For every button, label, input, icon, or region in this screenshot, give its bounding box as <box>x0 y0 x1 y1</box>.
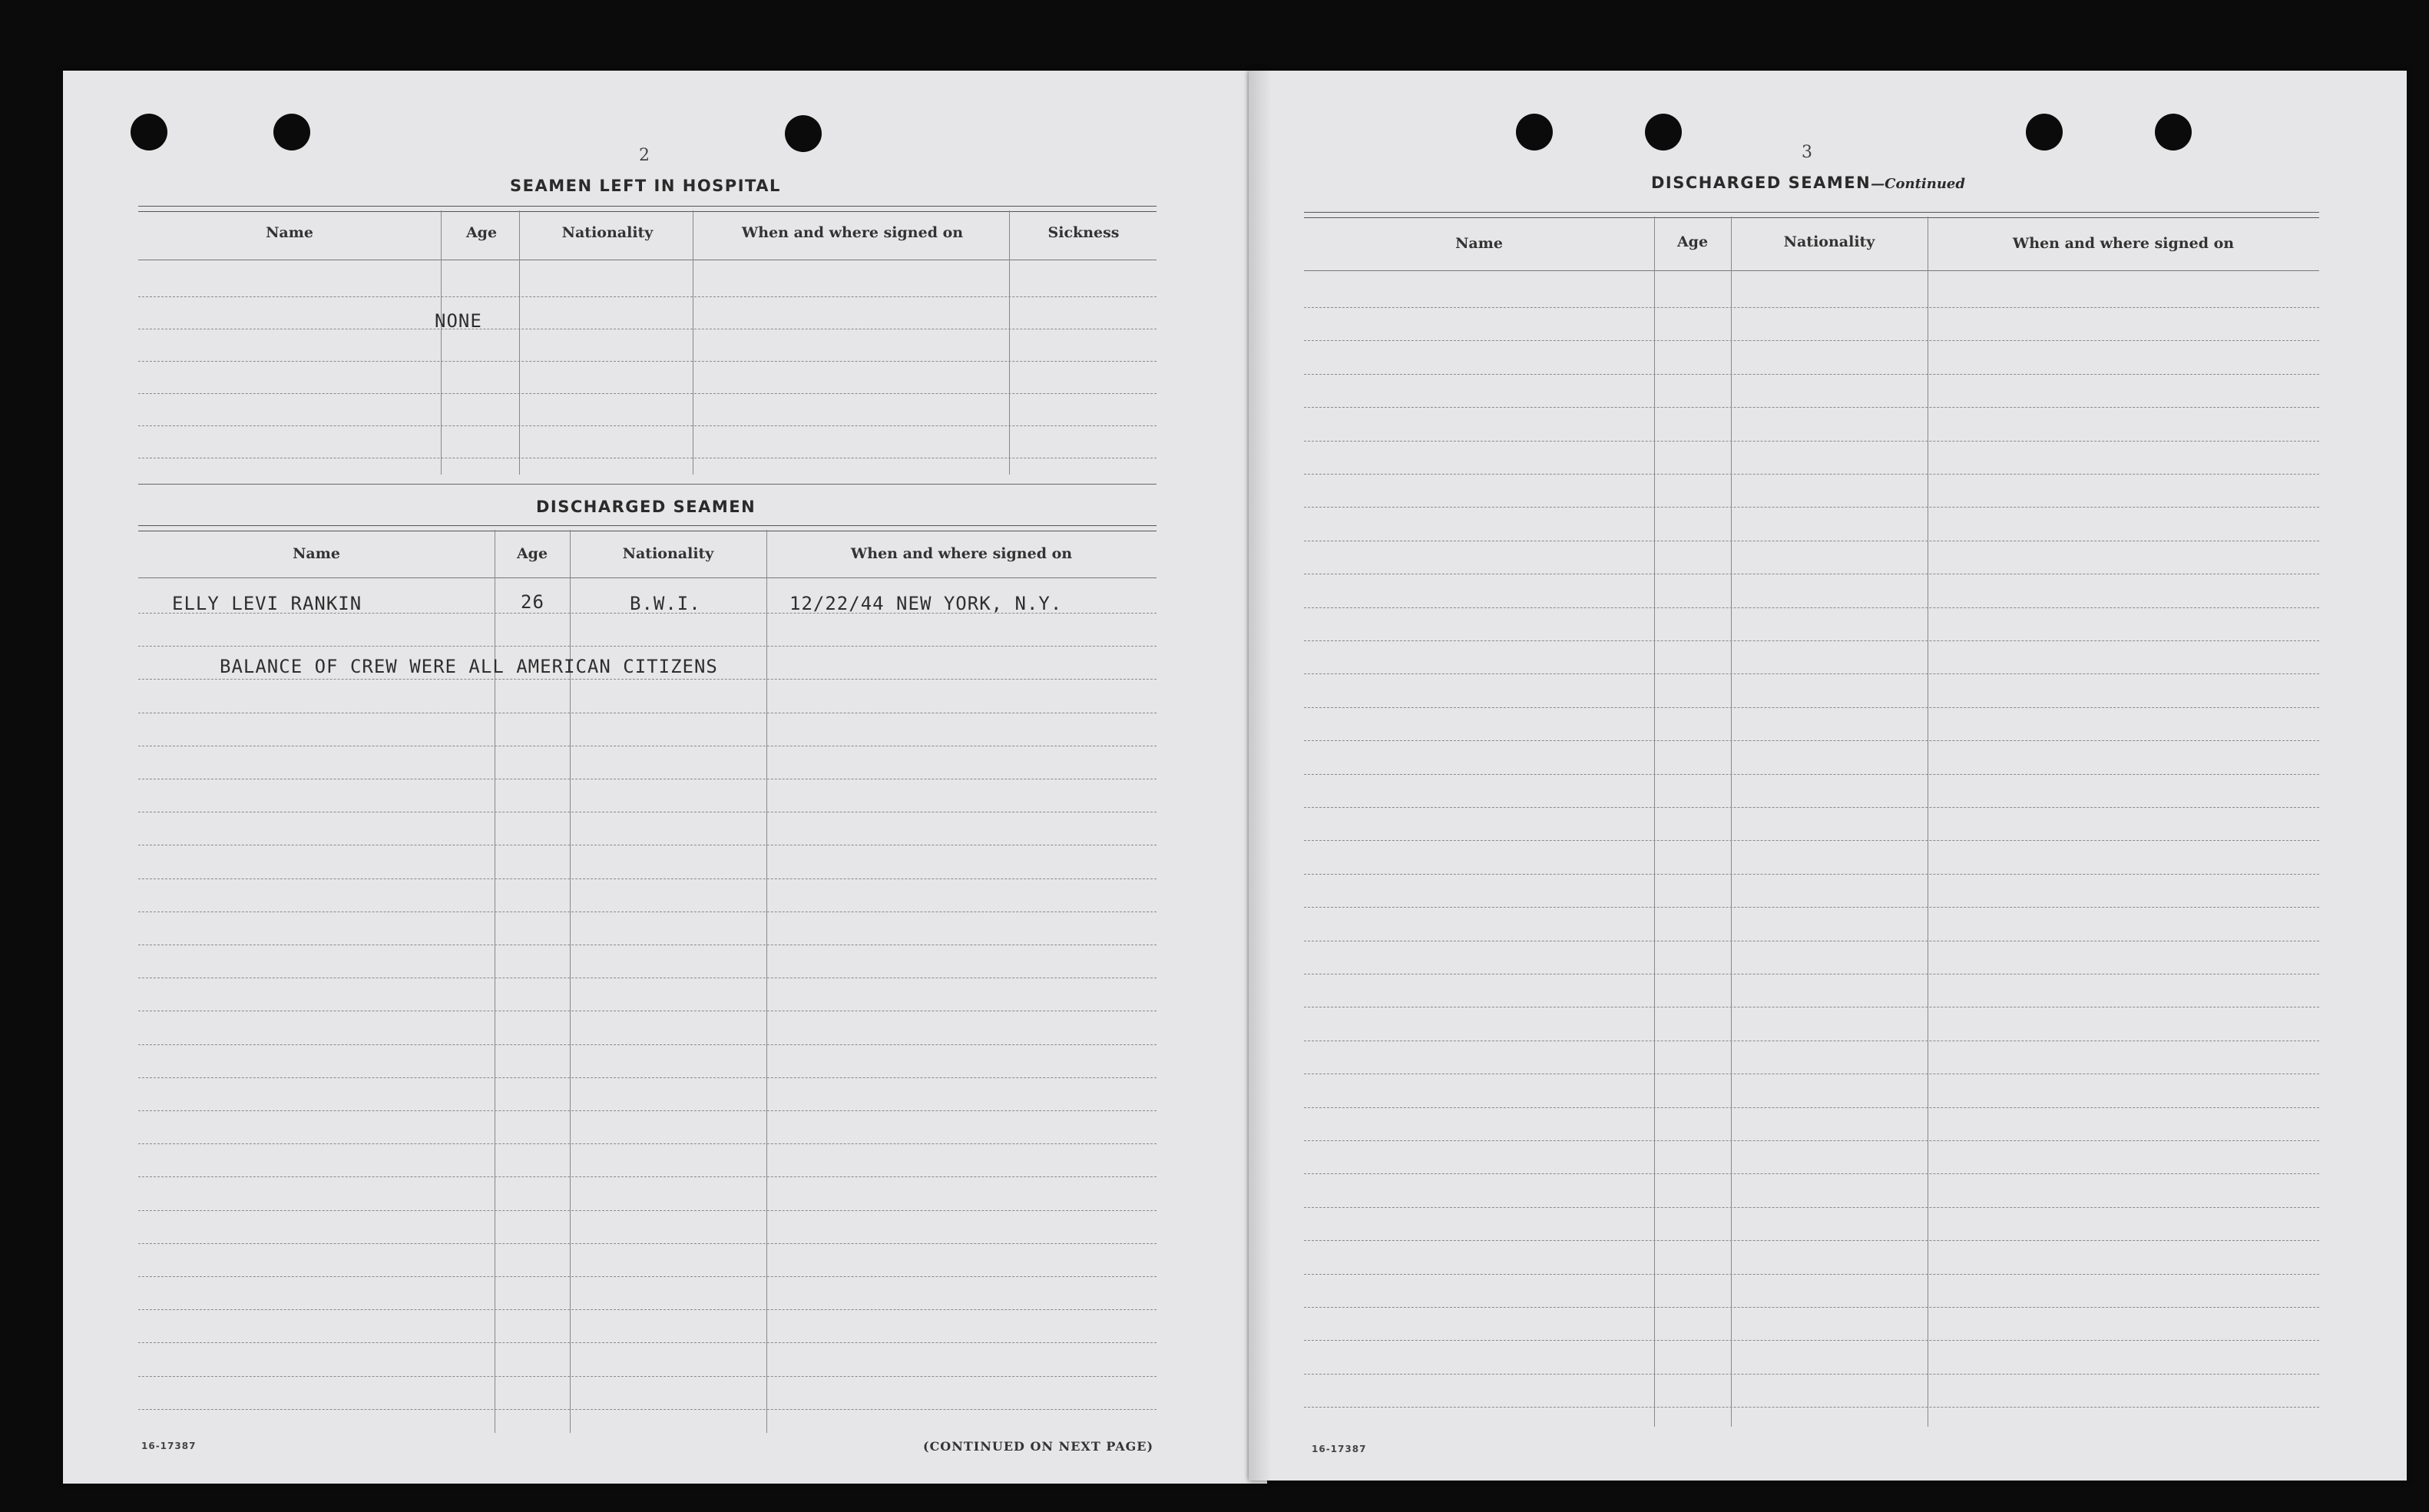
continued-col-signed-on: When and where signed on <box>2012 235 2235 252</box>
punch-hole <box>131 114 167 151</box>
ruled-line <box>1304 774 2319 775</box>
ruled-line <box>1304 507 2319 508</box>
ruled-line <box>138 1110 1157 1111</box>
ruled-line <box>1304 673 2319 674</box>
punch-hole <box>273 114 310 151</box>
ruled-line <box>1304 1274 2319 1275</box>
ruled-line <box>138 679 1157 680</box>
ruled-line <box>1304 1407 2319 1408</box>
punch-hole <box>2026 114 2063 151</box>
hospital-none-entry: NONE <box>435 310 482 332</box>
discharged-row-signed-on: 12/22/44 NEW YORK, N.Y. <box>789 593 1063 614</box>
ruled-line <box>1304 1107 2319 1108</box>
ruled-line <box>138 1176 1157 1177</box>
punch-hole <box>785 115 822 152</box>
hospital-col-name: Name <box>266 224 313 241</box>
ruled-line <box>1304 1340 2319 1341</box>
hospital-col-nationality: Nationality <box>561 224 654 241</box>
ruled-line <box>1304 307 2319 308</box>
ruled-line <box>138 1409 1157 1410</box>
ruled-line <box>138 1342 1157 1343</box>
ruled-line <box>138 1376 1157 1377</box>
continued-col-name: Name <box>1455 235 1503 252</box>
crew-citizenship-note: BALANCE OF CREW WERE ALL AMERICAN CITIZENS <box>220 656 718 677</box>
ruled-line <box>1304 1140 2319 1141</box>
discharged-section-title: DISCHARGED SEAMEN <box>536 498 756 516</box>
ruled-line <box>1304 807 2319 808</box>
ruled-line <box>1304 640 2319 641</box>
ruled-line <box>1304 441 2319 442</box>
left-form-number: 16-17387 <box>141 1441 197 1451</box>
ruled-line <box>138 1143 1157 1144</box>
ruled-line <box>1304 840 2319 841</box>
ruled-line <box>138 878 1157 879</box>
ruled-line <box>1304 907 2319 908</box>
discharged-col-name: Name <box>293 545 340 562</box>
page-gutter <box>1249 71 1272 1481</box>
ruled-line <box>138 1243 1157 1244</box>
right-section-title <box>1651 174 1965 192</box>
ruled-line <box>1304 407 2319 408</box>
ruled-line <box>1304 1173 2319 1174</box>
discharged-col-age: Age <box>516 545 548 562</box>
hospital-table <box>138 206 1157 482</box>
ruled-line <box>1304 1240 2319 1241</box>
left-page-number: 2 <box>639 146 650 165</box>
discharged-row-name: ELLY LEVI RANKIN <box>172 593 362 614</box>
discharged-col-nationality: Nationality <box>622 545 714 562</box>
right-form-number: 16-17387 <box>1312 1444 1367 1454</box>
ruled-line <box>138 1077 1157 1078</box>
ruled-line <box>1304 1207 2319 1208</box>
ruled-line <box>138 1044 1157 1045</box>
right-page-number: 3 <box>1802 143 1812 162</box>
ruled-line <box>1304 740 2319 741</box>
discharged-table <box>138 525 1157 1434</box>
right-section-title-text: DISCHARGED SEAMEN <box>1651 174 1871 192</box>
ruled-line <box>138 1276 1157 1277</box>
ruled-line <box>1304 1307 2319 1308</box>
ruled-line <box>1304 374 2319 375</box>
ruled-line <box>1304 474 2319 475</box>
punch-hole <box>1516 114 1553 151</box>
hospital-col-sickness: Sickness <box>1047 224 1120 241</box>
discharged-row-nationality: B.W.I. <box>630 593 701 614</box>
ruled-line <box>1304 707 2319 708</box>
ruled-line <box>1304 607 2319 608</box>
discharged-continued-table <box>1304 212 2319 1428</box>
ruled-line <box>138 1309 1157 1310</box>
ruled-line <box>1304 340 2319 341</box>
discharged-col-signed-on: When and where signed on <box>850 545 1073 562</box>
discharged-row-age: 26 <box>521 591 544 613</box>
continued-note: (CONTINUED ON NEXT PAGE) <box>923 1439 1154 1454</box>
hospital-col-signed-on: When and where signed on <box>741 224 964 241</box>
ruled-line <box>138 1210 1157 1211</box>
continued-col-nationality: Nationality <box>1783 233 1875 250</box>
hospital-section-title: SEAMEN LEFT IN HOSPITAL <box>510 177 781 195</box>
ruled-line <box>1304 874 2319 875</box>
ruled-line <box>138 646 1157 647</box>
punch-hole <box>2155 114 2192 151</box>
punch-hole <box>1645 114 1682 151</box>
continued-col-age: Age <box>1676 233 1709 250</box>
right-section-title-suffix: —Continued <box>1871 176 1965 192</box>
hospital-col-age: Age <box>465 224 498 241</box>
ruled-line <box>1304 1374 2319 1375</box>
